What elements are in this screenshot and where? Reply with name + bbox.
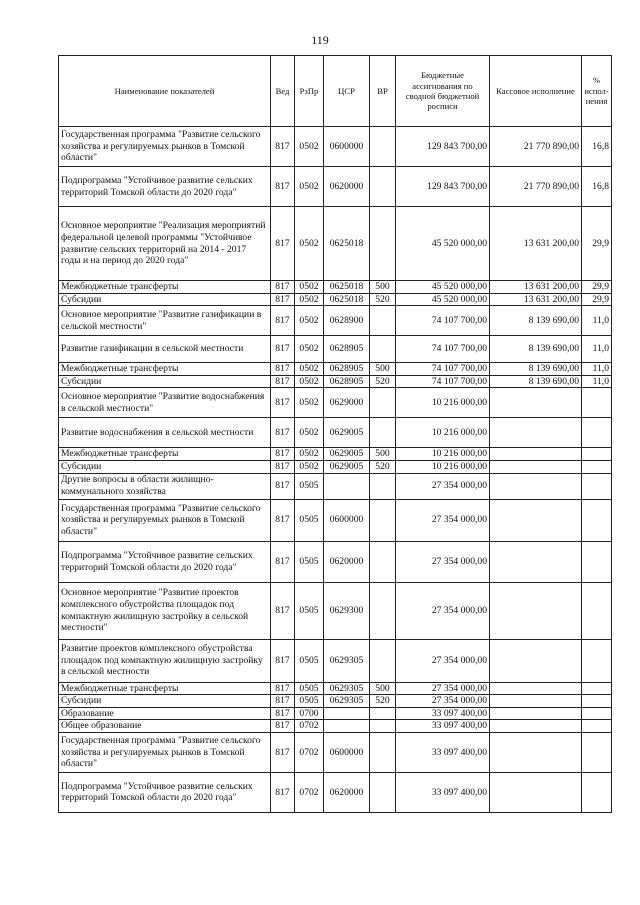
table-row (59, 707, 612, 720)
cell-assign: 74 107 700,00 (396, 306, 490, 336)
cell-ved: 817 (271, 448, 295, 461)
cell-name: Межбюджетные трансферты (59, 281, 271, 294)
cell-pct (582, 388, 612, 418)
cell-pct (582, 639, 612, 682)
cell-vr: 520 (370, 695, 396, 708)
cell-pct (582, 720, 612, 733)
cell-cash: 8 139 690,00 (490, 306, 582, 336)
cell-ved: 817 (271, 720, 295, 733)
cell-assign: 33 097 400,00 (396, 732, 490, 772)
cell-csr: 0628900 (324, 306, 370, 336)
cell-assign: 45 520 000,00 (396, 281, 490, 294)
cell-pct: 11,0 (582, 375, 612, 388)
cell-pct (582, 541, 612, 582)
cell-rzpr: 0505 (295, 639, 324, 682)
cell-name: Подпрограмма "Устойчивое развитие сельских территорий Томской области до 2020 года" (59, 772, 271, 812)
cell-name: Развитие газификации в сельской местности (59, 336, 271, 363)
cell-name: Межбюджетные трансферты (59, 682, 271, 695)
header-assignments: Бюджетные ассигнования по сводной бюджетной росписи (396, 56, 490, 127)
cell-cash (490, 499, 582, 541)
cell-csr: 0620000 (324, 772, 370, 812)
cell-csr: 0625018 (324, 207, 370, 281)
cell-rzpr: 0502 (295, 293, 324, 306)
table-row (59, 388, 612, 418)
cell-ved: 817 (271, 473, 295, 499)
header-cash-execution: Кассовое исполнение (490, 56, 582, 127)
cell-rzpr: 0505 (295, 695, 324, 708)
table-row (59, 127, 612, 167)
cell-csr: 0629300 (324, 582, 370, 639)
cell-assign: 74 107 700,00 (396, 363, 490, 376)
cell-assign: 74 107 700,00 (396, 375, 490, 388)
cell-vr (370, 336, 396, 363)
cell-pct: 29,9 (582, 281, 612, 294)
cell-csr: 0625018 (324, 281, 370, 294)
cell-vr (370, 732, 396, 772)
cell-rzpr: 0502 (295, 418, 324, 448)
cell-ved: 817 (271, 207, 295, 281)
cell-vr: 520 (370, 460, 396, 473)
cell-rzpr: 0505 (295, 582, 324, 639)
table-body (59, 127, 612, 813)
cell-ved: 817 (271, 388, 295, 418)
cell-ved: 817 (271, 460, 295, 473)
cell-ved: 817 (271, 582, 295, 639)
header-ved: Вед (271, 56, 295, 127)
cell-ved: 817 (271, 336, 295, 363)
cell-assign: 27 354 000,00 (396, 682, 490, 695)
cell-assign: 10 216 000,00 (396, 388, 490, 418)
cell-vr: 500 (370, 682, 396, 695)
cell-vr (370, 418, 396, 448)
cell-rzpr: 0502 (295, 460, 324, 473)
table-row (59, 281, 612, 294)
cell-pct (582, 418, 612, 448)
cell-assign: 10 216 000,00 (396, 460, 490, 473)
cell-vr (370, 772, 396, 812)
cell-pct: 11,0 (582, 363, 612, 376)
cell-rzpr: 0505 (295, 499, 324, 541)
cell-pct: 11,0 (582, 336, 612, 363)
cell-assign: 27 354 000,00 (396, 639, 490, 682)
cell-name: Основное мероприятие "Реализация мероприятий федеральной целевой программы "Устойчивое развитие сельских территорий на 2014 - 2017 годы и на период до 2020 года" (59, 207, 271, 281)
cell-assign: 129 843 700,00 (396, 167, 490, 207)
cell-name: Основное мероприятие "Развитие газификации в сельской местности" (59, 306, 271, 336)
cell-pct (582, 448, 612, 461)
header-name: Наименование показателей (59, 56, 271, 127)
cell-csr: 0600000 (324, 732, 370, 772)
cell-rzpr: 0505 (295, 541, 324, 582)
cell-pct (582, 695, 612, 708)
cell-cash: 8 139 690,00 (490, 375, 582, 388)
cell-ved: 817 (271, 682, 295, 695)
cell-pct: 29,9 (582, 293, 612, 306)
cell-assign: 27 354 000,00 (396, 695, 490, 708)
cell-rzpr: 0505 (295, 473, 324, 499)
cell-ved: 817 (271, 375, 295, 388)
table-row (59, 695, 612, 708)
header-percent: % испол-нения (582, 56, 612, 127)
cell-rzpr: 0502 (295, 388, 324, 418)
cell-name: Государственная программа "Развитие сельского хозяйства и регулируемых рынков в Томской области" (59, 732, 271, 772)
table-row (59, 336, 612, 363)
cell-cash (490, 720, 582, 733)
cell-vr: 520 (370, 375, 396, 388)
cell-rzpr: 0505 (295, 682, 324, 695)
table-row (59, 499, 612, 541)
cell-ved: 817 (271, 306, 295, 336)
cell-vr (370, 388, 396, 418)
cell-cash (490, 732, 582, 772)
cell-cash (490, 448, 582, 461)
cell-csr: 0629005 (324, 418, 370, 448)
cell-csr: 0629305 (324, 682, 370, 695)
cell-vr (370, 707, 396, 720)
cell-assign: 74 107 700,00 (396, 336, 490, 363)
cell-cash (490, 418, 582, 448)
cell-assign: 27 354 000,00 (396, 582, 490, 639)
cell-cash (490, 460, 582, 473)
table-row (59, 582, 612, 639)
cell-ved: 817 (271, 772, 295, 812)
cell-cash (490, 639, 582, 682)
cell-csr: 0629005 (324, 448, 370, 461)
cell-cash (490, 682, 582, 695)
table-row (59, 720, 612, 733)
cell-csr: 0628905 (324, 375, 370, 388)
cell-pct: 16,8 (582, 167, 612, 207)
cell-ved: 817 (271, 127, 295, 167)
budget-table (58, 55, 612, 813)
table-row (59, 541, 612, 582)
cell-rzpr: 0702 (295, 720, 324, 733)
cell-vr: 520 (370, 293, 396, 306)
cell-name: Государственная программа "Развитие сельского хозяйства и регулируемых рынков в Томской области" (59, 499, 271, 541)
cell-name: Развитие водоснабжения в сельской местности (59, 418, 271, 448)
cell-name: Межбюджетные трансферты (59, 448, 271, 461)
cell-cash: 21 770 890,00 (490, 127, 582, 167)
header-csr: ЦСР (324, 56, 370, 127)
table-row (59, 306, 612, 336)
cell-rzpr: 0502 (295, 375, 324, 388)
cell-csr: 0600000 (324, 499, 370, 541)
cell-name: Другие вопросы в области жилищно-коммунального хозяйства (59, 473, 271, 499)
page-number: 119 (311, 33, 329, 47)
cell-ved: 817 (271, 695, 295, 708)
cell-ved: 817 (271, 293, 295, 306)
cell-assign: 27 354 000,00 (396, 473, 490, 499)
cell-rzpr: 0702 (295, 732, 324, 772)
cell-rzpr: 0700 (295, 707, 324, 720)
cell-vr: 500 (370, 281, 396, 294)
cell-csr: 0629000 (324, 388, 370, 418)
cell-assign: 27 354 000,00 (396, 541, 490, 582)
cell-ved: 817 (271, 541, 295, 582)
cell-csr: 0628905 (324, 363, 370, 376)
header-vr: ВР (370, 56, 396, 127)
table-row (59, 639, 612, 682)
cell-cash (490, 582, 582, 639)
table-row (59, 167, 612, 207)
cell-assign: 45 520 000,00 (396, 207, 490, 281)
cell-cash: 8 139 690,00 (490, 363, 582, 376)
table-row (59, 473, 612, 499)
cell-pct: 16,8 (582, 127, 612, 167)
cell-vr (370, 207, 396, 281)
cell-vr (370, 499, 396, 541)
cell-cash: 8 139 690,00 (490, 336, 582, 363)
cell-rzpr: 0502 (295, 207, 324, 281)
table-row (59, 293, 612, 306)
cell-csr (324, 707, 370, 720)
cell-pct (582, 473, 612, 499)
header-rzpr: РзПр (295, 56, 324, 127)
cell-name: Подпрограмма "Устойчивое развитие сельских территорий Томской области до 2020 года" (59, 167, 271, 207)
cell-name: Субсидии (59, 460, 271, 473)
table-row (59, 772, 612, 812)
cell-cash: 13 631 200,00 (490, 293, 582, 306)
cell-rzpr: 0502 (295, 127, 324, 167)
cell-vr (370, 306, 396, 336)
cell-cash: 13 631 200,00 (490, 281, 582, 294)
cell-rzpr: 0702 (295, 772, 324, 812)
cell-cash (490, 473, 582, 499)
cell-pct (582, 732, 612, 772)
cell-name: Подпрограмма "Устойчивое развитие сельских территорий Томской области до 2020 года" (59, 541, 271, 582)
cell-assign: 27 354 000,00 (396, 499, 490, 541)
table-row (59, 682, 612, 695)
cell-vr (370, 720, 396, 733)
cell-vr (370, 473, 396, 499)
cell-csr: 0600000 (324, 127, 370, 167)
cell-ved: 817 (271, 418, 295, 448)
cell-cash (490, 388, 582, 418)
cell-assign: 45 520 000,00 (396, 293, 490, 306)
cell-name: Субсидии (59, 375, 271, 388)
cell-csr: 0620000 (324, 167, 370, 207)
cell-pct (582, 772, 612, 812)
cell-pct (582, 582, 612, 639)
cell-rzpr: 0502 (295, 363, 324, 376)
cell-pct (582, 460, 612, 473)
cell-rzpr: 0502 (295, 336, 324, 363)
cell-cash (490, 541, 582, 582)
table-row (59, 363, 612, 376)
cell-cash (490, 695, 582, 708)
cell-vr (370, 127, 396, 167)
cell-name: Межбюджетные трансферты (59, 363, 271, 376)
table-row (59, 418, 612, 448)
cell-rzpr: 0502 (295, 448, 324, 461)
cell-rzpr: 0502 (295, 281, 324, 294)
cell-pct (582, 707, 612, 720)
cell-vr (370, 582, 396, 639)
cell-pct: 29,9 (582, 207, 612, 281)
cell-pct (582, 499, 612, 541)
table-row (59, 375, 612, 388)
cell-rzpr: 0502 (295, 167, 324, 207)
cell-ved: 817 (271, 732, 295, 772)
cell-name: Образование (59, 707, 271, 720)
cell-csr (324, 720, 370, 733)
cell-assign: 33 097 400,00 (396, 707, 490, 720)
table-row (59, 448, 612, 461)
cell-ved: 817 (271, 167, 295, 207)
cell-cash: 13 631 200,00 (490, 207, 582, 281)
cell-vr: 500 (370, 448, 396, 461)
cell-vr (370, 541, 396, 582)
cell-assign: 129 843 700,00 (396, 127, 490, 167)
cell-ved: 817 (271, 639, 295, 682)
cell-pct: 11,0 (582, 306, 612, 336)
cell-ved: 817 (271, 499, 295, 541)
cell-name: Субсидии (59, 695, 271, 708)
cell-name: Развитие проектов комплексного обустройства площадок под компактную жилищную застройку в сельской местности (59, 639, 271, 682)
cell-csr: 0629305 (324, 695, 370, 708)
cell-name: Основное мероприятие "Развитие водоснабжения в сельской местности" (59, 388, 271, 418)
cell-name: Основное мероприятие "Развитие проектов комплексного обустройства площадок под компактную жилищную застройку в сельской местности" (59, 582, 271, 639)
cell-assign: 33 097 400,00 (396, 772, 490, 812)
cell-csr: 0628905 (324, 336, 370, 363)
cell-csr (324, 473, 370, 499)
cell-rzpr: 0502 (295, 306, 324, 336)
table-row (59, 732, 612, 772)
cell-cash: 21 770 890,00 (490, 167, 582, 207)
cell-name: Общее образование (59, 720, 271, 733)
cell-ved: 817 (271, 707, 295, 720)
cell-csr: 0625018 (324, 293, 370, 306)
cell-cash (490, 772, 582, 812)
cell-csr: 0620000 (324, 541, 370, 582)
cell-csr: 0629305 (324, 639, 370, 682)
cell-cash (490, 707, 582, 720)
cell-vr: 500 (370, 363, 396, 376)
cell-ved: 817 (271, 363, 295, 376)
cell-assign: 10 216 000,00 (396, 448, 490, 461)
cell-vr (370, 639, 396, 682)
cell-pct (582, 682, 612, 695)
cell-csr: 0629005 (324, 460, 370, 473)
cell-assign: 10 216 000,00 (396, 418, 490, 448)
table-row (59, 207, 612, 281)
cell-ved: 817 (271, 281, 295, 294)
table-row (59, 460, 612, 473)
table-header-row (59, 56, 612, 127)
cell-assign: 33 097 400,00 (396, 720, 490, 733)
cell-name: Государственная программа "Развитие сельского хозяйства и регулируемых рынков в Томской области" (59, 127, 271, 167)
cell-vr (370, 167, 396, 207)
cell-name: Субсидии (59, 293, 271, 306)
